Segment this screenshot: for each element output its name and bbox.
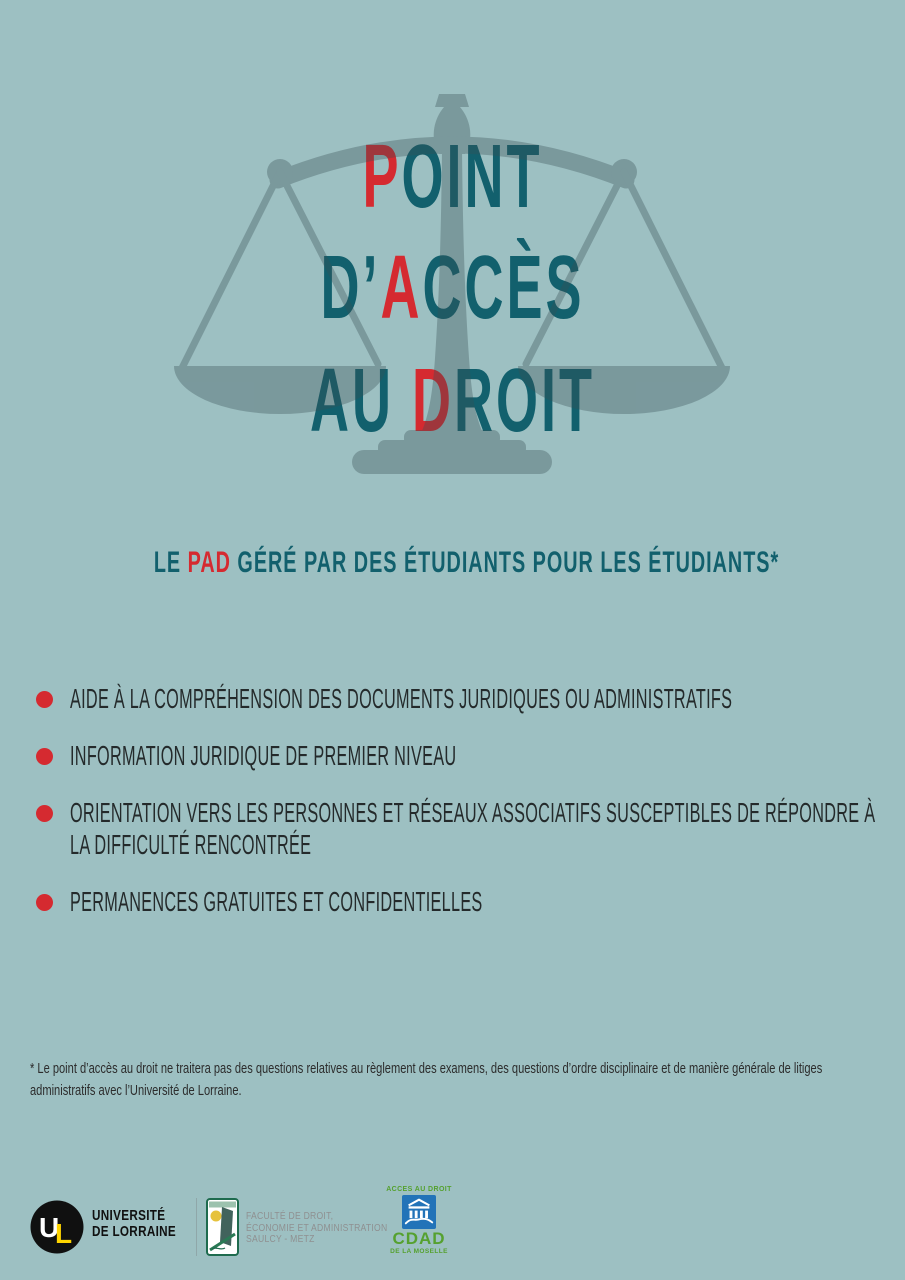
red-dot-icon xyxy=(36,894,53,911)
universite-name-line1: UNIVERSITÉ xyxy=(92,1207,166,1224)
faculte-line: ÉCONOMIE ET ADMINISTRATION xyxy=(246,1221,388,1234)
svg-text:L: L xyxy=(55,1218,73,1249)
title-letter-red: P xyxy=(362,127,402,227)
services-list xyxy=(36,683,905,943)
cdad-header-text: ACCES AU DROIT xyxy=(386,1186,452,1193)
footer-divider xyxy=(196,1198,197,1256)
footer-logos xyxy=(0,1186,905,1276)
universite-de-lorraine-logo xyxy=(30,1200,84,1254)
svg-text:U: U xyxy=(39,1212,60,1243)
title-text-teal: ROIT xyxy=(454,351,595,451)
title-letter-red: A xyxy=(380,238,423,338)
subtitle xyxy=(153,546,780,580)
title-line-2 xyxy=(181,238,724,338)
title-text-teal: AU xyxy=(310,351,412,451)
title-text-teal: D’ xyxy=(320,238,381,338)
footnote xyxy=(30,1058,822,1102)
cdad-logo-block xyxy=(383,1186,455,1256)
list-item xyxy=(36,797,905,861)
universite-name xyxy=(92,1208,176,1240)
cdad-subline: DE LA MOSELLE xyxy=(390,1248,448,1255)
list-item xyxy=(36,683,905,715)
faculte-line: SAULCY - METZ xyxy=(246,1233,315,1245)
red-dot-icon xyxy=(36,691,53,708)
red-dot-icon xyxy=(36,805,53,822)
list-item xyxy=(36,740,905,772)
list-item-text: PERMANENCES GRATUITES ET CONFIDENTIELLES xyxy=(70,886,483,917)
list-item-text: ORIENTATION VERS LES PERSONNES ET RÉSEAUX ASSOCIATIFS SUSCEPTIBLES DE RÉPONDRE À LA DIFFICULTÉ RENCONTRÉE xyxy=(70,797,876,860)
universite-name-line2: DE LORRAINE xyxy=(92,1223,177,1240)
subtitle-text-teal: LE xyxy=(153,546,188,579)
title-text-teal: OINT xyxy=(401,127,543,227)
list-item-text: INFORMATION JURIDIQUE DE PREMIER NIVEAU xyxy=(70,740,457,771)
footnote-line: administratifs avec l’Université de Lorraine. xyxy=(30,1082,242,1099)
faculte-text xyxy=(246,1211,387,1246)
faculte-line: FACULTÉ DE DROIT, xyxy=(246,1210,334,1222)
subtitle-text-teal: GÉRÉ PAR DES ÉTUDIANTS POUR LES ÉTUDIANTS* xyxy=(230,546,780,579)
title-letter-red: D xyxy=(412,351,454,451)
list-item-text: AIDE À LA COMPRÉHENSION DES DOCUMENTS JURIDIQUES OU ADMINISTRATIFS xyxy=(70,683,733,714)
temple-columns-hand-icon xyxy=(402,1195,436,1229)
red-dot-icon xyxy=(36,748,53,765)
list-item xyxy=(36,886,905,918)
title-text-teal: CCÈS xyxy=(422,238,585,338)
cdad-acronym: CDAD xyxy=(392,1229,446,1248)
subtitle-text-red: PAD xyxy=(187,546,231,579)
faculte-de-droit-crest-icon xyxy=(206,1198,239,1256)
title-line-3 xyxy=(181,351,724,451)
footnote-line: * Le point d’accès au droit ne traitera pas des questions relatives au règlement des examens, des questions d’ordre disciplinaire et de manière générale de litiges xyxy=(30,1060,823,1077)
title-line-1 xyxy=(181,127,724,227)
